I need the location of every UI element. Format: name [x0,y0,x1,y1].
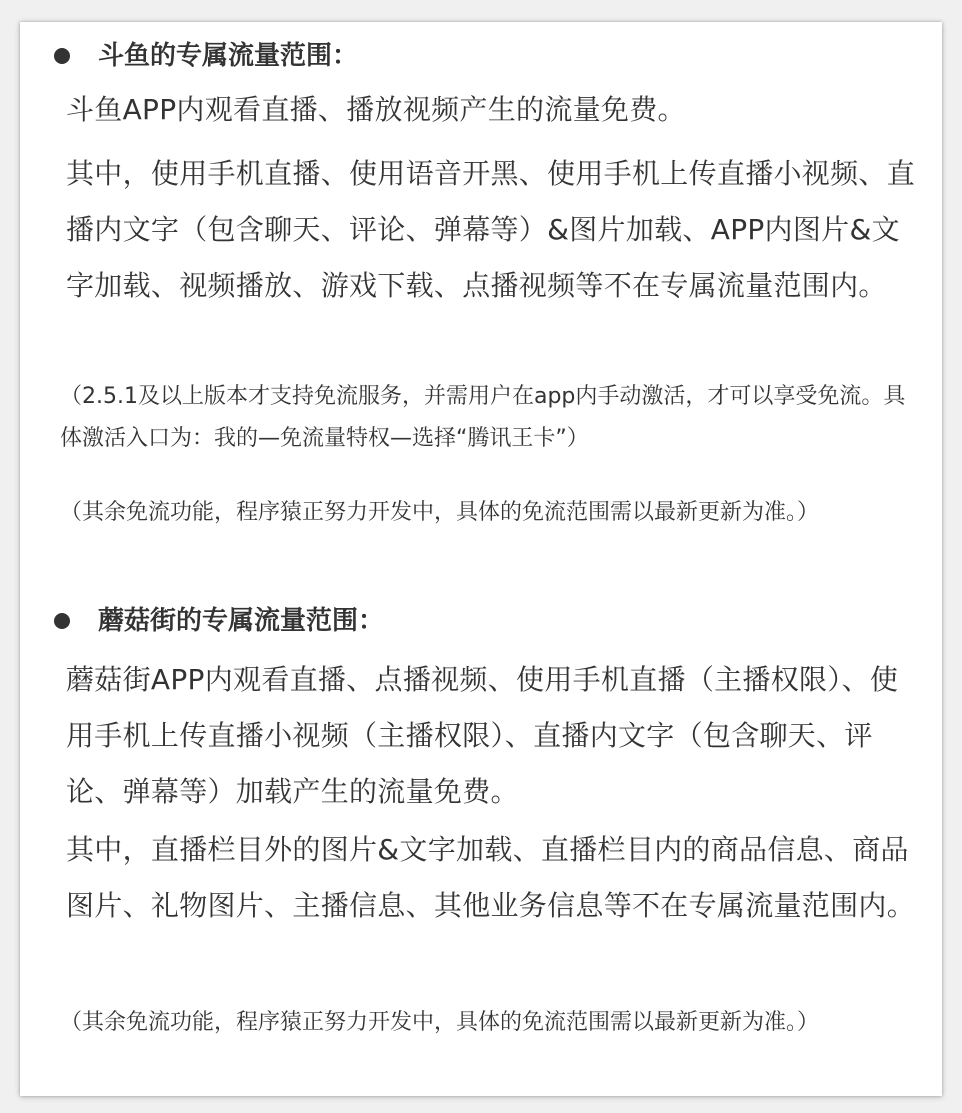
douyu-paragraph-2: 其中，使用手机直播、使用语音开黑、使用手机上传直播小视频、直播内文字（包含聊天、评论、弹幕等）&图片加载、APP内图片&文字加载、视频播放、游戏下载、点播视频等不在专属流量范围内。 [66,157,916,302]
section-heading-mogujie: 蘑菇街的专属流量范围： [98,606,385,636]
bullet-dot-douyu [54,48,70,64]
bullet-dot-mogujie [54,613,70,629]
douyu-paragraph-1: 斗鱼APP内观看直播、播放视频产生的流量免费。 [66,93,686,126]
douyu-note-2: （其余免流功能，程序猿正努力开发中，具体的免流范围需以最新更新为准。） [60,500,820,525]
content-card [20,22,942,1096]
mogujie-paragraph-1: 蘑菇街APP内观看直播、点播视频、使用手机直播（主播权限）、使用手机上传直播小视频（主播权限）、直播内文字（包含聊天、评论、弹幕等）加载产生的流量免费。 [66,663,899,808]
mogujie-paragraph-2: 其中，直播栏目外的图片&文字加载、直播栏目内的商品信息、商品图片、礼物图片、主播信息、其他业务信息等不在专属流量范围内。 [66,833,916,922]
douyu-note-1: （2.5.1及以上版本才支持免流服务，并需用户在app内手动激活，才可以享受免流。具体激活入口为：我的—免流量特权—选择“腾讯王卡”） [60,384,906,451]
mogujie-note-1: （其余免流功能，程序猿正努力开发中，具体的免流范围需以最新更新为准。） [60,1010,820,1035]
section-heading-douyu: 斗鱼的专属流量范围： [98,41,359,71]
